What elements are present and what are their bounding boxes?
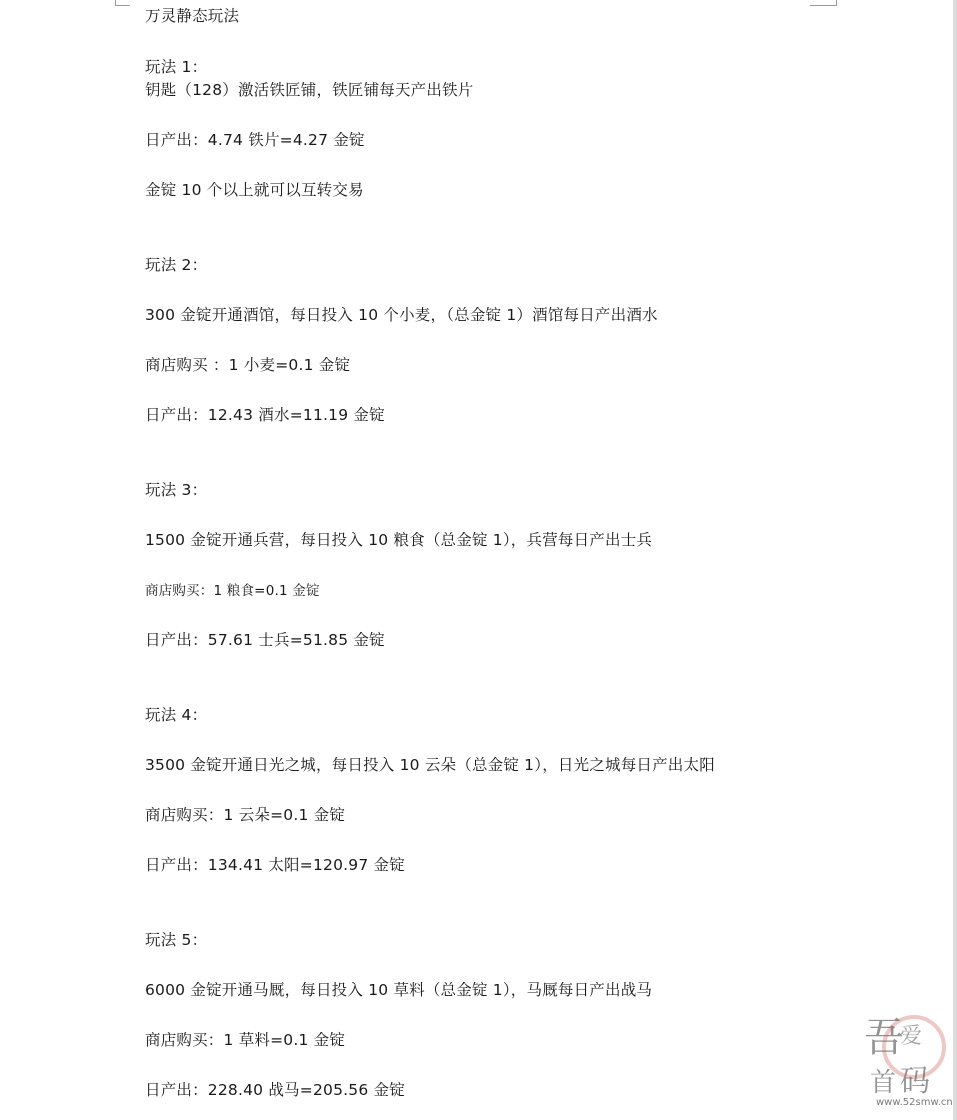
shop-price: 商店购买：1 粮食=0.1 金锭 bbox=[145, 583, 320, 599]
daily-output: 日产出：134.41 太阳=120.97 金锭 bbox=[145, 856, 405, 874]
document-title: 万灵静态玩法 bbox=[145, 7, 240, 25]
watermark-url: www.52smw.cn bbox=[876, 1097, 953, 1108]
section-description: 钥匙（128）激活铁匠铺，铁匠铺每天产出铁片 bbox=[145, 81, 474, 99]
shop-price: 商店购买：1 云朵=0.1 金锭 bbox=[145, 806, 346, 824]
shop-price: 商店购买：1 草料=0.1 金锭 bbox=[145, 1031, 346, 1049]
svg-text:吾: 吾 bbox=[864, 1015, 904, 1061]
svg-text:码: 码 bbox=[900, 1064, 930, 1099]
margin-corner-mark bbox=[810, 0, 837, 6]
section-description: 1500 金锭开通兵营，每日投入 10 粮食（总金锭 1），兵营每日产出士兵 bbox=[145, 531, 653, 549]
daily-output: 日产出：228.40 战马=205.56 金锭 bbox=[145, 1081, 405, 1099]
section-heading: 玩法 4： bbox=[145, 706, 208, 724]
daily-output: 日产出：57.61 士兵=51.85 金锭 bbox=[145, 631, 385, 649]
section-heading: 玩法 1： bbox=[145, 58, 208, 76]
daily-output: 日产出：4.74 铁片=4.27 金锭 bbox=[145, 131, 365, 149]
shop-price: 商店购买 ：1 小麦=0.1 金锭 bbox=[145, 356, 351, 374]
section-heading: 玩法 2： bbox=[145, 256, 208, 274]
section-heading: 玩法 5： bbox=[145, 931, 208, 949]
margin-corner-mark bbox=[115, 0, 130, 6]
svg-text:爱: 爱 bbox=[900, 1024, 923, 1049]
trade-note: 金锭 10 个以上就可以互转交易 bbox=[145, 181, 364, 199]
svg-text:首: 首 bbox=[870, 1068, 897, 1098]
section-description: 300 金锭开通酒馆，每日投入 10 个小麦，（总金锭 1）酒馆每日产出酒水 bbox=[145, 306, 658, 324]
section-heading: 玩法 3： bbox=[145, 481, 208, 499]
window-edge bbox=[953, 0, 957, 1120]
section-description: 6000 金锭开通马厩，每日投入 10 草料（总金锭 1），马厩每日产出战马 bbox=[145, 981, 653, 999]
section-description: 3500 金锭开通日光之城，每日投入 10 云朵（总金锭 1），日光之城每日产出太阳 bbox=[145, 756, 715, 774]
daily-output: 日产出：12.43 酒水=11.19 金锭 bbox=[145, 406, 385, 424]
